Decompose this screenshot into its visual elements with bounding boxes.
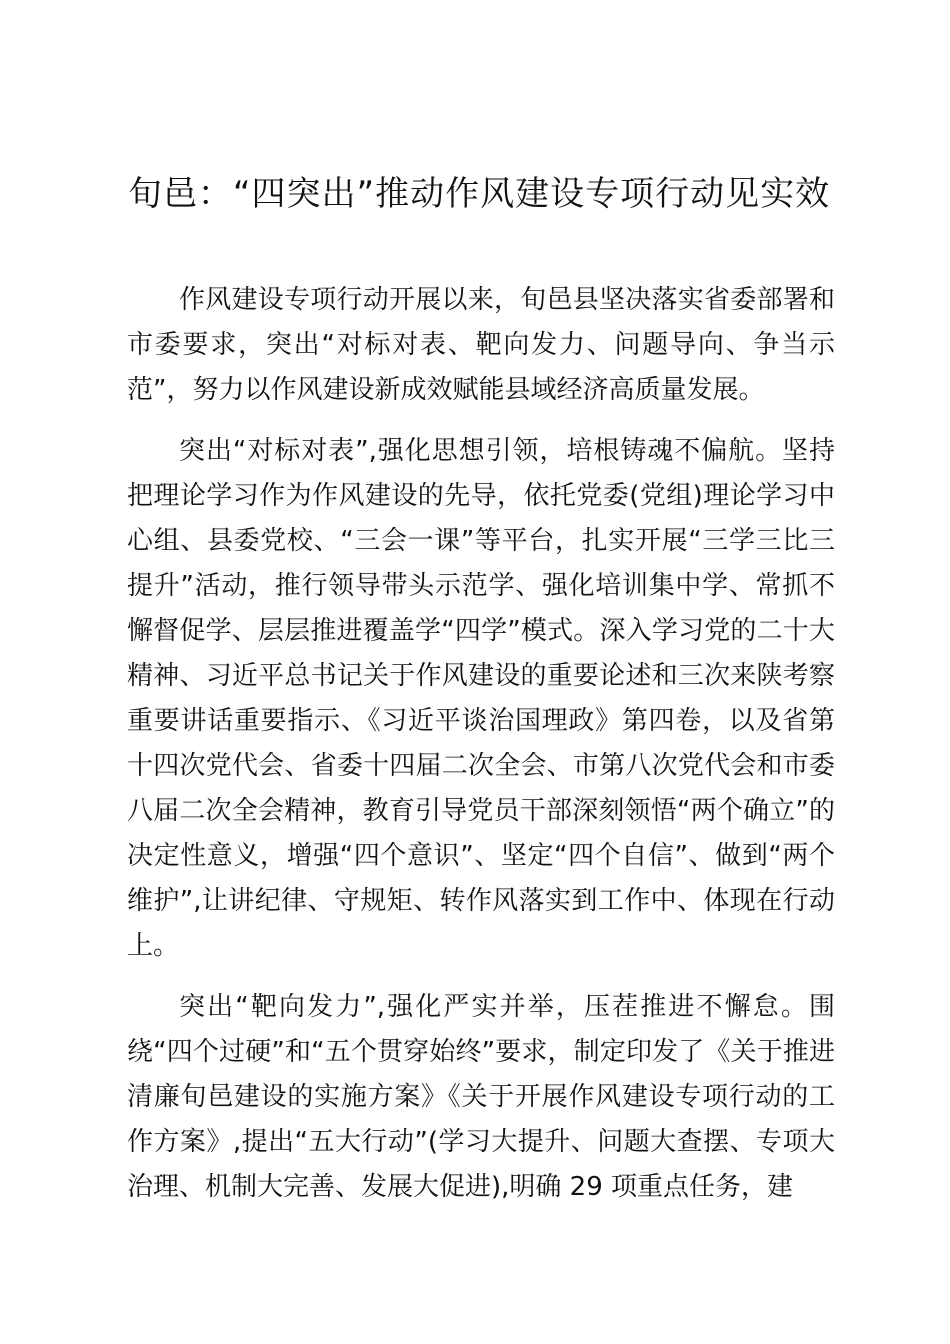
article-title: 旬邑：“四突出”推动作风建设专项行动见实效 [127, 174, 831, 214]
article-body [127, 278, 835, 1226]
paragraph-intro: 作风建设专项行动开展以来，旬邑县坚决落实省委部署和市委要求，突出“对标对表、靶向发力、问题导向、争当示范”，努力以作风建设新成效赋能县域经济高质量发展。 [127, 285, 835, 405]
paragraph-benchmark: 突出“对标对表”,强化思想引领，培根铸魂不偏航。坚持把理论学习作为作风建设的先导，依托党委(党组)理论学习中心组、县委党校、“三会一课”等平台，扎实开展“三学三比三提升”活动，推行领导带头示范学、强化培训集中学、常抓不懈督促学、层层推进覆盖学“四学”模式。深入学习党的二十大精神、习近平总书记关于作风建设的重要论述和三次来陕考察重要讲话重要指示、《习近平谈治国理政》第四卷，以及省第十四次党代会、省委十四届二次全会、市第八次党代会和市委八届二次全会精神，教育引导党员干部深刻领悟“两个确立”的决定性意义，增强“四个意识”、坚定“四个自信”、做到“两个维护”,让讲纪律、守规矩、转作风落实到工作中、体现在行动上。 [127, 436, 835, 961]
paragraph-targeted: 突出“靶向发力”,强化严实并举，压茬推进不懈怠。围绕“四个过硬”和“五个贯穿始终”要求，制定印发了《关于推进清廉旬邑建设的实施方案》《关于开展作风建设专项行动的工作方案》,提出“五大行动”(学习大提升、问题大查摆、专项大治理、机制大完善、发展大促进),明确 29 项重点任务，建 [127, 992, 835, 1202]
